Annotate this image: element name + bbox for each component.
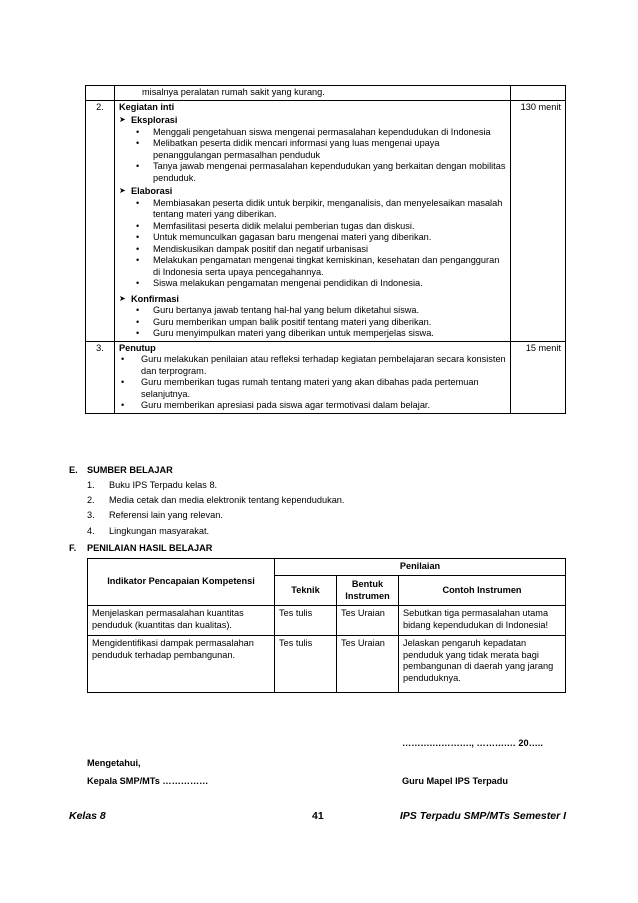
phase-heading: ➤ Konfirmasi bbox=[119, 293, 179, 304]
table-header-row bbox=[88, 559, 566, 576]
footer-class: Kelas 8 bbox=[69, 810, 106, 822]
assessment-table bbox=[87, 558, 566, 693]
table-row: Menjelaskan permasalahan kuantitas penduduk (kuantitas dan kualitas). Tes tulis Tes Uraian Sebutkan tiga permasalahan utama bidang kependudukan di Indonesia! bbox=[88, 606, 566, 636]
list-item: • Melakukan pengamatan mengenai tingkat kemiskinan, kesehatan dan pengangguran di Indonesia serta upaya pencegahannya. bbox=[136, 255, 506, 278]
list-item: • Siswa melakukan pengamatan mengenai pendidikan di Indonesia. bbox=[136, 278, 506, 290]
list-item: 1. Buku IPS Terpadu kelas 8. bbox=[87, 480, 218, 490]
elaborasi-list bbox=[119, 198, 506, 290]
arrow-bullet-icon: ➤ bbox=[119, 293, 126, 303]
list-item: • Guru memberikan tugas rumah tentang materi yang akan dibahas pada pertemuan selanjutnya. bbox=[119, 377, 506, 400]
section-heading: F. PENILAIAN HASIL BELAJAR bbox=[69, 543, 213, 553]
list-item: • Melibatkan peserta didik mencari informasi yang luas mengenai upaya penanggulangan permasalhan penduduk bbox=[136, 138, 506, 161]
list-item: • Guru melakukan penilaian atau refleksi terhadap kegiatan pembelajaran secara konsisten dan terprogram. bbox=[119, 354, 506, 377]
list-item: 3. Referensi lain yang relevan. bbox=[87, 510, 223, 521]
eksplorasi-list bbox=[119, 127, 506, 185]
row-title: Penutup bbox=[119, 342, 156, 353]
list-item: • Guru menyimpulkan materi yang diberikan untuk memperjelas siswa. bbox=[136, 328, 506, 340]
column-header: Indikator Pencapaian Kompetensi bbox=[88, 559, 275, 606]
teacher-label: Guru Mapel IPS Terpadu bbox=[402, 776, 509, 786]
phase-heading: ➤ Elaborasi bbox=[119, 186, 173, 196]
acknowledged-label: Mengetahui, bbox=[87, 758, 141, 768]
phase-heading: ➤ Eksplorasi bbox=[119, 115, 178, 125]
list-item: • Tanya jawab mengenai permasalahan kependudukan yang berkaitan dengan mobilitas penduduk. bbox=[136, 161, 506, 184]
row-title: Kegiatan inti bbox=[119, 101, 175, 112]
list-item: • Mendiskusikan dampak positif dan negatif urbanisasi bbox=[136, 244, 506, 256]
konfirmasi-list bbox=[119, 305, 506, 340]
source-list bbox=[87, 480, 344, 541]
row-duration: 130 menit bbox=[511, 100, 566, 341]
row-number: 3. bbox=[86, 341, 115, 413]
list-item: • Menggali pengetahuan siswa mengenai permasalahan kependudukan di Indonesia bbox=[136, 127, 506, 139]
list-item: • Untuk memunculkan gagasan baru mengenai materi yang diberikan. bbox=[136, 232, 506, 244]
list-item: 2. Media cetak dan media elektronik tentang kependudukan. bbox=[87, 495, 345, 506]
list-item: • Guru memberikan umpan balik positif tentang materi yang diberikan. bbox=[136, 317, 506, 329]
column-header: Bentuk Instrumen bbox=[337, 576, 399, 606]
column-header: Teknik bbox=[275, 576, 337, 606]
principal-label: Kepala SMP/MTs …………… bbox=[87, 776, 209, 786]
continuation-text: misalnya peralatan rumah sakit yang kurang. bbox=[142, 87, 325, 97]
row-number: 2. bbox=[86, 100, 115, 341]
list-item: • Memfasilitasi peserta didik melalui pemberian tugas dan diskusi. bbox=[136, 221, 506, 233]
penutup-list bbox=[119, 354, 506, 412]
list-item: • Guru memberikan apresiasi pada siswa agar termotivasi dalam belajar. bbox=[119, 400, 506, 412]
table-row bbox=[86, 100, 566, 341]
list-item: • Guru bertanya jawab tentang hal-hal yang belum diketahui siswa. bbox=[136, 305, 506, 317]
table-row: Mengidentifikasi dampak permasalahan penduduk terhadap pembangunan. Tes tulis Tes Uraian Jelaskan pengaruh kepadatan penduduk yang tidak merata bagi pembangunan di daerah yang jarang penduduknya. bbox=[88, 636, 566, 693]
row-duration: 15 menit bbox=[511, 341, 566, 413]
page-number: 41 bbox=[312, 810, 324, 822]
column-header: Penilaian bbox=[275, 559, 566, 576]
activity-table bbox=[85, 85, 566, 414]
section-heading: E. SUMBER BELAJAR bbox=[69, 465, 173, 475]
list-item: • Membiasakan peserta didik untuk berpikir, menganalisis, dan menyelesaikan masalah tentang materi yang diberikan. bbox=[136, 198, 506, 221]
arrow-bullet-icon: ➤ bbox=[119, 115, 126, 124]
place-date-line: ……….…………., ……….… 20….. bbox=[402, 738, 543, 748]
footer-subject: IPS Terpadu SMP/MTs Semester I bbox=[399, 810, 566, 822]
arrow-bullet-icon: ➤ bbox=[119, 186, 126, 195]
list-item: 4. Lingkungan masyarakat. bbox=[87, 525, 210, 536]
table-row bbox=[86, 341, 566, 413]
table-row bbox=[86, 86, 566, 101]
column-header: Contoh Instrumen bbox=[399, 576, 566, 606]
